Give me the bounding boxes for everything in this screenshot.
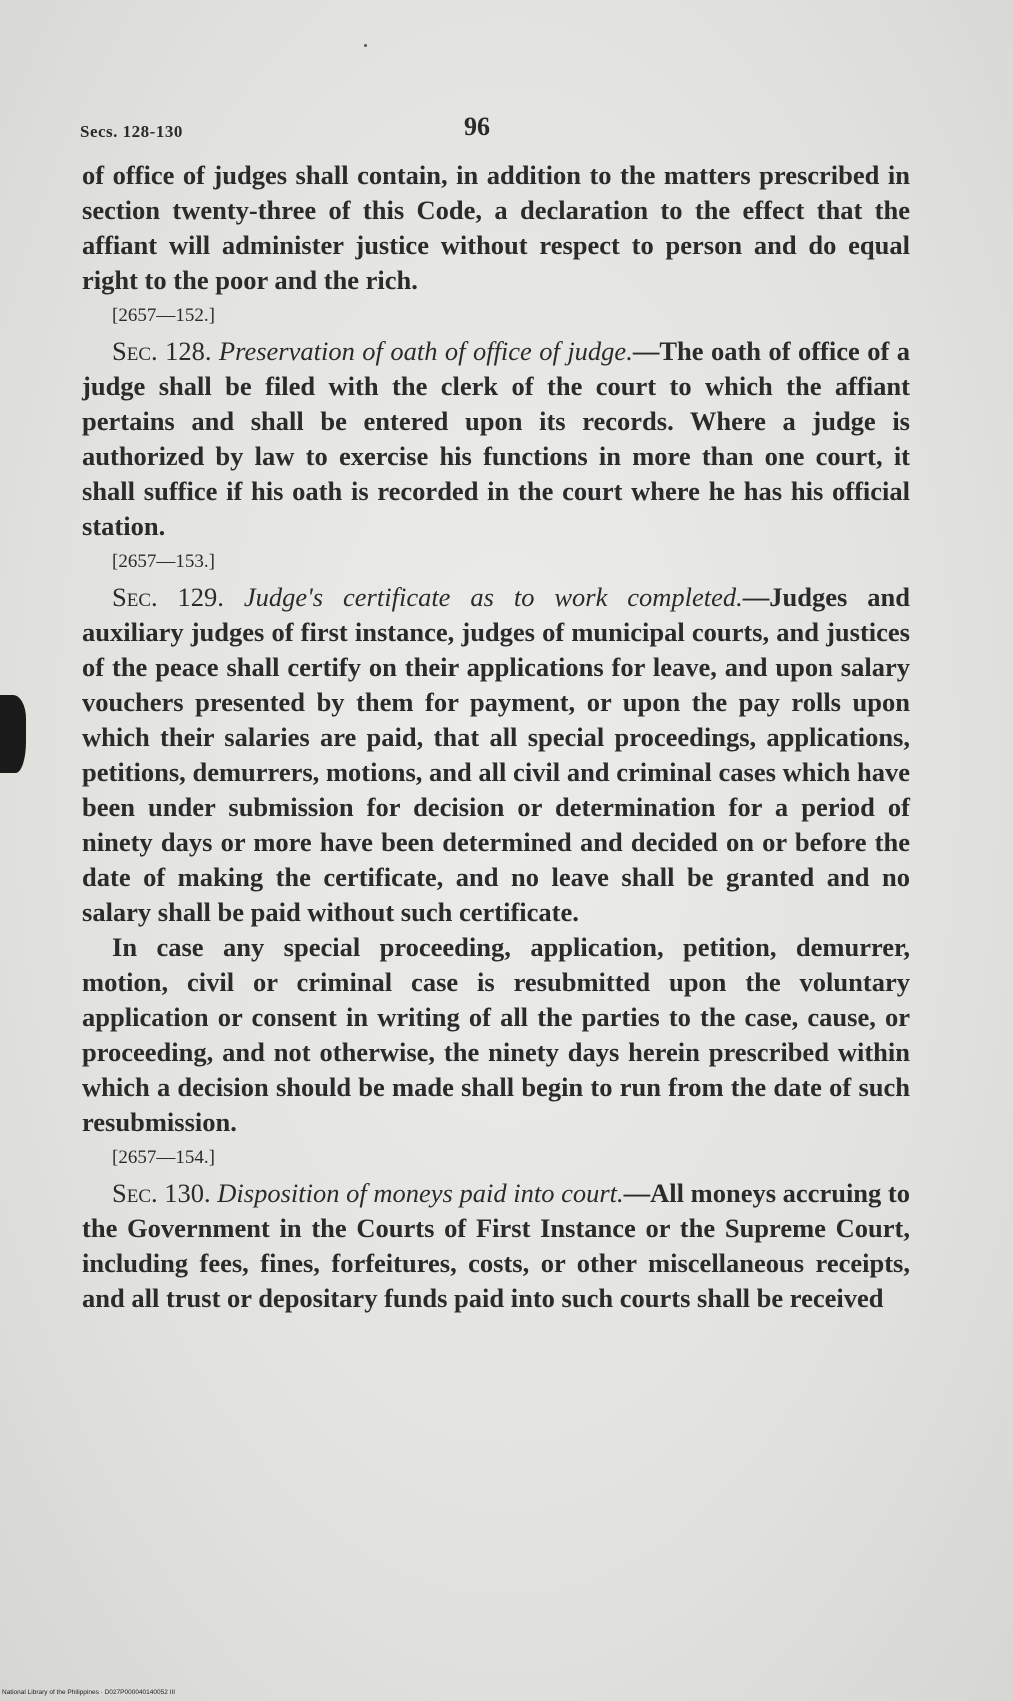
- section-128-label: Sec. 128.: [112, 336, 212, 366]
- section-128-title: Preservation of oath of office of judge.: [218, 336, 633, 366]
- continuation-paragraph: of office of judges shall contain, in addition to the matters prescribed in section twenty-three of this Code, a declaration to the effect that the affiant will administer justice without respect to person and do equal right to the poor and the rich.: [82, 160, 910, 295]
- citation-sec-128: [2657—152.]: [112, 305, 215, 326]
- citation-sec-130: [2657—154.]: [112, 1147, 215, 1168]
- section-129-text: —Judges and auxiliary judges of first instance, judges of municipal courts, and justices of the peace shall certify on their applications for leave, and upon salary vouchers presented by them for payment, or upon the pay rolls upon which their salaries are paid, that all special proceedings, applications, petitions, demurrers, motions, and all civil and criminal cases which have been under submission for decision or determination for a period of ninety days or more have been determined and decided on or before the date of making the certificate, and no leave shall be granted and no salary shall be paid without such certificate.: [82, 582, 910, 927]
- binding-shadow: [0, 695, 26, 773]
- section-128-paragraph: [82, 334, 910, 544]
- section-130-title: Disposition of moneys paid into court.: [217, 1178, 624, 1208]
- section-130-text: —All moneys accruing to the Government in the Courts of First Instance or the Supreme Court, including fees, fines, forfeitures, costs, or other miscellaneous receipts, and all trust or depositary funds paid into such courts shall be received: [82, 1178, 910, 1313]
- section-128-text: —The oath of office of a judge shall be filed with the clerk of the court to which the affiant pertains and shall be entered upon its records. Where a judge is authorized by law to exercise his functions in more than one court, it shall suffice if his oath is recorded in the court where he has his official station.: [82, 336, 910, 541]
- page-number: 96: [464, 112, 490, 141]
- section-129-title: Judge's certificate as to work completed.: [243, 582, 743, 612]
- section-130-label: Sec. 130.: [112, 1178, 211, 1208]
- section-130-paragraph: [82, 1176, 910, 1316]
- section-129-paragraph: [82, 580, 910, 930]
- scan-speck: [364, 44, 367, 47]
- section-129-label: Sec. 129.: [112, 582, 224, 612]
- body-text: [82, 158, 910, 1316]
- section-129-paragraph-2: In case any special proceeding, application, petition, demurrer, motion, civil or criminal case is resubmitted upon the voluntary application or consent in writing of all the parties to the case, cause, or proceeding, and not otherwise, the ninety days herein prescribed within which a decision should be made shall begin to run from the date of such resubmission.: [82, 932, 910, 1137]
- page-header: [80, 112, 910, 148]
- citation-sec-129: [2657—153.]: [112, 551, 215, 572]
- scan-credit: National Library of the Philippines · D027P000040140052 III: [2, 1689, 176, 1696]
- sections-range: Secs. 128-130: [80, 122, 183, 141]
